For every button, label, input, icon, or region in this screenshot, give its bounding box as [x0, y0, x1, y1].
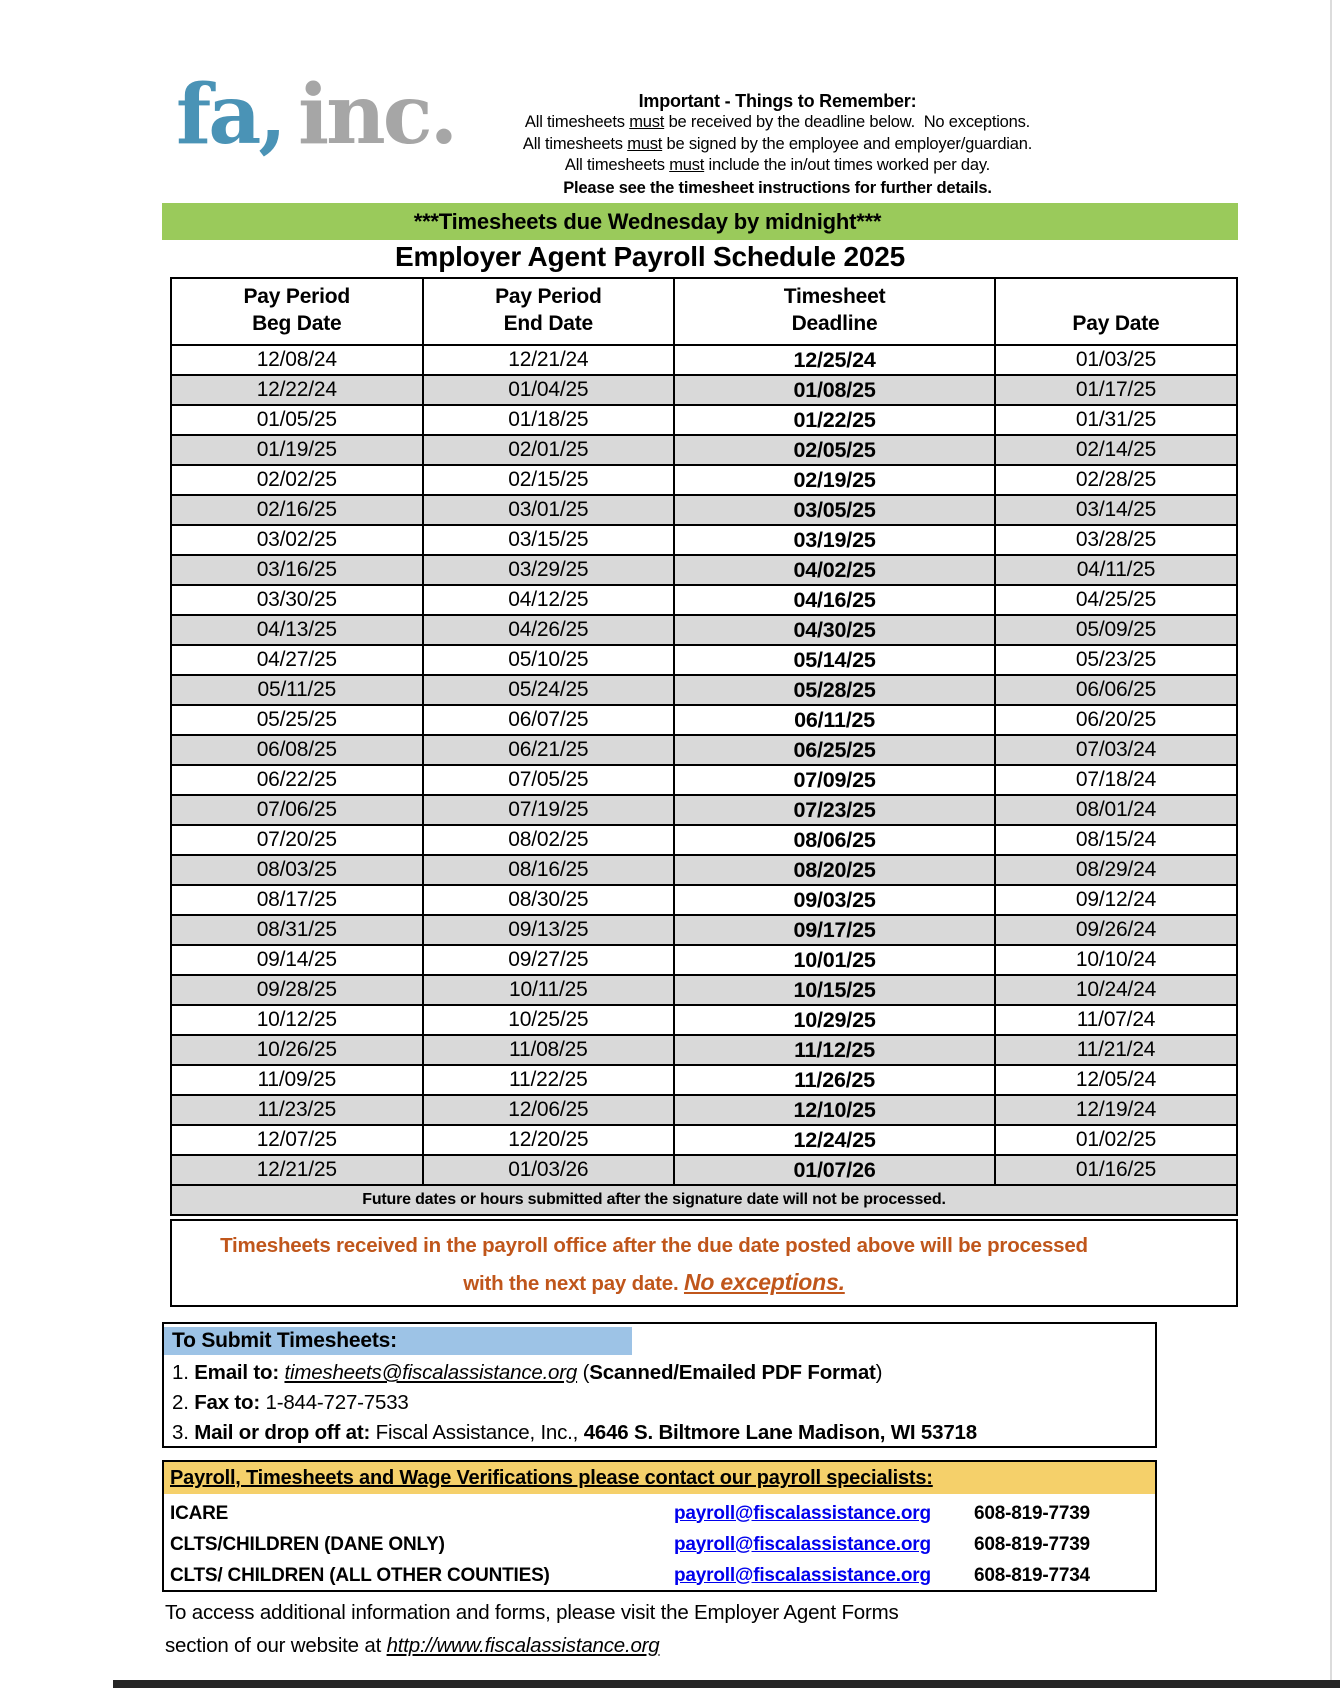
payroll-email-link[interactable]: payroll@fiscalassistance.org — [674, 1502, 931, 1524]
beg-date-cell: 08/31/25 — [171, 915, 423, 945]
page-right-edge — [1330, 0, 1332, 1680]
table-row — [171, 345, 1237, 375]
pay-date-cell: 07/03/24 — [995, 735, 1237, 765]
deadline-cell: 04/02/25 — [674, 555, 995, 585]
footer-text — [165, 1596, 899, 1662]
beg-date-cell: 09/14/25 — [171, 945, 423, 975]
table-row — [171, 1065, 1237, 1095]
payroll-contacts-section — [162, 1460, 1157, 1592]
deadline-cell: 02/05/25 — [674, 435, 995, 465]
timesheets-email-link[interactable]: timesheets@fiscalassistance.org — [284, 1361, 578, 1384]
no-exceptions-text: No exceptions. — [683, 1269, 845, 1295]
beg-date-cell: 03/30/25 — [171, 585, 423, 615]
deadline-cell: 04/30/25 — [674, 615, 995, 645]
table-row — [171, 615, 1237, 645]
table-row — [171, 435, 1237, 465]
deadline-cell: 12/24/25 — [674, 1125, 995, 1155]
deadline-cell: 08/06/25 — [674, 825, 995, 855]
table-row — [171, 675, 1237, 705]
table-row — [171, 525, 1237, 555]
deadline-cell: 05/28/25 — [674, 675, 995, 705]
deadline-cell: 01/07/26 — [674, 1155, 995, 1185]
beg-date-cell: 02/02/25 — [171, 465, 423, 495]
end-date-cell: 02/15/25 — [423, 465, 675, 495]
table-header-row — [171, 278, 1237, 345]
end-date-cell: 06/21/25 — [423, 735, 675, 765]
end-date-cell: 12/06/25 — [423, 1095, 675, 1125]
table-row — [171, 705, 1237, 735]
important-notes — [420, 90, 1135, 199]
table-row — [171, 375, 1237, 405]
beg-date-cell: 11/23/25 — [171, 1095, 423, 1125]
pay-date-cell: 02/28/25 — [995, 465, 1237, 495]
beg-date-cell: 10/26/25 — [171, 1035, 423, 1065]
submit-timesheets-section — [162, 1322, 1157, 1448]
contact-row — [164, 1529, 1155, 1560]
pay-date-cell: 05/09/25 — [995, 615, 1237, 645]
end-date-cell: 05/24/25 — [423, 675, 675, 705]
contact-program-name: ICARE — [170, 1502, 229, 1524]
end-date-cell: 02/01/25 — [423, 435, 675, 465]
footer-line-1: To access additional information and forms, please visit the Employer Agent Forms — [165, 1601, 899, 1624]
end-date-cell: 09/13/25 — [423, 915, 675, 945]
end-date-cell: 04/12/25 — [423, 585, 675, 615]
pay-date-cell: 06/06/25 — [995, 675, 1237, 705]
contact-rows — [164, 1494, 1155, 1591]
beg-date-cell: 10/12/25 — [171, 1005, 423, 1035]
end-date-cell: 04/26/25 — [423, 615, 675, 645]
table-row — [171, 885, 1237, 915]
end-date-cell: 03/29/25 — [423, 555, 675, 585]
deadline-cell: 12/10/25 — [674, 1095, 995, 1125]
deadline-cell: 05/14/25 — [674, 645, 995, 675]
payroll-email-link[interactable]: payroll@fiscalassistance.org — [674, 1533, 931, 1555]
pay-date-cell: 10/10/24 — [995, 945, 1237, 975]
pay-date-cell: 12/05/24 — [995, 1065, 1237, 1095]
end-date-cell: 09/27/25 — [423, 945, 675, 975]
table-row — [171, 1095, 1237, 1125]
beg-date-cell: 02/16/25 — [171, 495, 423, 525]
pay-date-cell: 05/23/25 — [995, 645, 1237, 675]
deadline-cell: 03/19/25 — [674, 525, 995, 555]
end-date-cell: 07/05/25 — [423, 765, 675, 795]
table-row — [171, 1125, 1237, 1155]
deadline-cell: 07/23/25 — [674, 795, 995, 825]
deadline-cell: 09/17/25 — [674, 915, 995, 945]
contact-row — [164, 1560, 1155, 1591]
beg-date-cell: 03/16/25 — [171, 555, 423, 585]
pay-date-cell: 02/14/25 — [995, 435, 1237, 465]
beg-date-cell: 08/17/25 — [171, 885, 423, 915]
deadline-cell: 08/20/25 — [674, 855, 995, 885]
table-footer-row — [171, 1185, 1237, 1215]
beg-date-cell: 09/28/25 — [171, 975, 423, 1005]
contacts-heading: Payroll, Timesheets and Wage Verifications please contact our payroll specialists: — [164, 1462, 1155, 1494]
beg-date-cell: 12/08/24 — [171, 345, 423, 375]
pay-date-cell: 08/29/24 — [995, 855, 1237, 885]
end-date-cell: 11/08/25 — [423, 1035, 675, 1065]
submit-item-fax: 2. Fax to: 1-844-727-7533 — [172, 1391, 409, 1414]
contact-phone: 608-819-7739 — [974, 1533, 1090, 1555]
pay-date-cell: 11/07/24 — [995, 1005, 1237, 1035]
table-row — [171, 645, 1237, 675]
deadline-cell: 01/22/25 — [674, 405, 995, 435]
beg-date-cell: 01/19/25 — [171, 435, 423, 465]
pay-date-cell: 01/02/25 — [995, 1125, 1237, 1155]
deadline-cell: 03/05/25 — [674, 495, 995, 525]
table-row — [171, 1005, 1237, 1035]
col-header-end-date: Pay Period End Date — [423, 278, 675, 345]
deadline-cell: 09/03/25 — [674, 885, 995, 915]
table-row — [171, 825, 1237, 855]
submit-heading: To Submit Timesheets: — [164, 1327, 632, 1355]
beg-date-cell: 04/27/25 — [171, 645, 423, 675]
contact-row — [164, 1498, 1155, 1529]
website-link[interactable]: http://www.fiscalassistance.org — [386, 1634, 660, 1657]
table-row — [171, 795, 1237, 825]
col-header-pay-date: Pay Date — [995, 278, 1237, 345]
pay-date-cell: 08/01/24 — [995, 795, 1237, 825]
col-header-deadline: Timesheet Deadline — [674, 278, 995, 345]
beg-date-cell: 06/08/25 — [171, 735, 423, 765]
submit-heading-wrap — [164, 1327, 1155, 1355]
deadline-cell: 11/26/25 — [674, 1065, 995, 1095]
pay-date-cell: 10/24/24 — [995, 975, 1237, 1005]
table-row — [171, 495, 1237, 525]
pay-date-cell: 11/21/24 — [995, 1035, 1237, 1065]
pay-date-cell: 08/15/24 — [995, 825, 1237, 855]
deadline-cell: 10/01/25 — [674, 945, 995, 975]
end-date-cell: 03/15/25 — [423, 525, 675, 555]
table-row — [171, 585, 1237, 615]
footer-line-2: section of our website at — [165, 1634, 387, 1657]
deadline-cell: 10/29/25 — [674, 1005, 995, 1035]
end-date-cell: 12/21/24 — [423, 345, 675, 375]
pay-date-cell: 01/03/25 — [995, 345, 1237, 375]
important-note-1: All timesheets must be received by the deadline below. No exceptions. — [524, 113, 1031, 131]
deadline-cell: 12/25/24 — [674, 345, 995, 375]
end-date-cell: 05/10/25 — [423, 645, 675, 675]
table-row — [171, 735, 1237, 765]
pay-date-cell: 01/31/25 — [995, 405, 1237, 435]
beg-date-cell: 04/13/25 — [171, 615, 423, 645]
deadline-cell: 06/11/25 — [674, 705, 995, 735]
pay-date-cell: 07/18/24 — [995, 765, 1237, 795]
logo-fa-text: fa, — [176, 67, 284, 163]
table-row — [171, 1155, 1237, 1185]
table-row — [171, 975, 1237, 1005]
contact-phone: 608-819-7734 — [974, 1564, 1090, 1586]
end-date-cell: 11/22/25 — [423, 1065, 675, 1095]
payroll-email-link[interactable]: payroll@fiscalassistance.org — [674, 1564, 931, 1586]
important-note-2: All timesheets must be signed by the employee and employer/guardian. — [522, 134, 1033, 153]
deadline-cell: 10/15/25 — [674, 975, 995, 1005]
beg-date-cell: 05/11/25 — [171, 675, 423, 705]
important-title: Important - Things to Remember: — [638, 91, 917, 111]
beg-date-cell: 07/20/25 — [171, 825, 423, 855]
table-row — [171, 465, 1237, 495]
payroll-schedule-table — [170, 277, 1238, 1216]
table-row — [171, 915, 1237, 945]
late-notice-line-2: with the next pay date. No exceptions. — [463, 1269, 845, 1295]
pay-date-cell: 03/28/25 — [995, 525, 1237, 555]
deadline-cell: 07/09/25 — [674, 765, 995, 795]
table-row — [171, 555, 1237, 585]
table-row — [171, 855, 1237, 885]
pay-date-cell: 04/25/25 — [995, 585, 1237, 615]
end-date-cell: 10/25/25 — [423, 1005, 675, 1035]
important-note-3: All timesheets must include the in/out times worked per day. — [564, 156, 991, 174]
beg-date-cell: 01/05/25 — [171, 405, 423, 435]
company-logo — [176, 67, 456, 163]
end-date-cell: 10/11/25 — [423, 975, 675, 1005]
beg-date-cell: 12/22/24 — [171, 375, 423, 405]
pay-date-cell: 03/14/25 — [995, 495, 1237, 525]
page-title: Employer Agent Payroll Schedule 2025 — [395, 241, 905, 272]
col-header-beg-date: Pay Period Beg Date — [171, 278, 423, 345]
pay-date-cell: 01/17/25 — [995, 375, 1237, 405]
contact-program-name: CLTS/CHILDREN (DANE ONLY) — [170, 1533, 445, 1555]
beg-date-cell: 11/09/25 — [171, 1065, 423, 1095]
end-date-cell: 08/16/25 — [423, 855, 675, 885]
table-row — [171, 945, 1237, 975]
page-bottom-edge — [113, 1680, 1340, 1688]
end-date-cell: 08/02/25 — [423, 825, 675, 855]
payroll-table-body — [171, 345, 1237, 1185]
beg-date-cell: 07/06/25 — [171, 795, 423, 825]
submit-item-mail: 3. Mail or drop off at: Fiscal Assistance, Inc., 4646 S. Biltmore Lane Madison, WI 53718 — [172, 1421, 977, 1444]
due-date-banner — [162, 203, 1238, 240]
deadline-cell: 02/19/25 — [674, 465, 995, 495]
contact-phone: 608-819-7739 — [974, 1502, 1090, 1524]
end-date-cell: 08/30/25 — [423, 885, 675, 915]
deadline-cell: 11/12/25 — [674, 1035, 995, 1065]
late-timesheet-notice — [170, 1219, 1238, 1307]
pay-date-cell: 01/16/25 — [995, 1155, 1237, 1185]
pay-date-cell: 04/11/25 — [995, 555, 1237, 585]
pay-date-cell: 09/26/24 — [995, 915, 1237, 945]
end-date-cell: 01/18/25 — [423, 405, 675, 435]
beg-date-cell: 12/21/25 — [171, 1155, 423, 1185]
deadline-cell: 06/25/25 — [674, 735, 995, 765]
table-row — [171, 405, 1237, 435]
important-footer: Please see the timesheet instructions for further details. — [563, 178, 992, 197]
beg-date-cell: 05/25/25 — [171, 705, 423, 735]
future-dates-note: Future dates or hours submitted after the signature date will not be processed. — [171, 1185, 1237, 1215]
late-notice-line-1: Timesheets received in the payroll office after the due date posted above will be processed — [220, 1234, 1088, 1257]
pay-date-cell: 06/20/25 — [995, 705, 1237, 735]
end-date-cell: 06/07/25 — [423, 705, 675, 735]
beg-date-cell: 12/07/25 — [171, 1125, 423, 1155]
end-date-cell: 03/01/25 — [423, 495, 675, 525]
submit-item-email: 1. Email to: timesheets@fiscalassistance.org (Scanned/Emailed PDF Format) — [172, 1361, 883, 1384]
end-date-cell: 12/20/25 — [423, 1125, 675, 1155]
logo-inc-text: inc. — [297, 67, 456, 163]
pay-date-cell: 12/19/24 — [995, 1095, 1237, 1125]
deadline-cell: 01/08/25 — [674, 375, 995, 405]
beg-date-cell: 08/03/25 — [171, 855, 423, 885]
deadline-cell: 04/16/25 — [674, 585, 995, 615]
beg-date-cell: 06/22/25 — [171, 765, 423, 795]
end-date-cell: 01/03/26 — [423, 1155, 675, 1185]
pay-date-cell: 09/12/24 — [995, 885, 1237, 915]
table-row — [171, 765, 1237, 795]
beg-date-cell: 03/02/25 — [171, 525, 423, 555]
end-date-cell: 01/04/25 — [423, 375, 675, 405]
end-date-cell: 07/19/25 — [423, 795, 675, 825]
contact-program-name: CLTS/ CHILDREN (ALL OTHER COUNTIES) — [170, 1564, 550, 1586]
table-row — [171, 1035, 1237, 1065]
due-date-banner-text: ***Timesheets due Wednesday by midnight*** — [413, 209, 882, 234]
